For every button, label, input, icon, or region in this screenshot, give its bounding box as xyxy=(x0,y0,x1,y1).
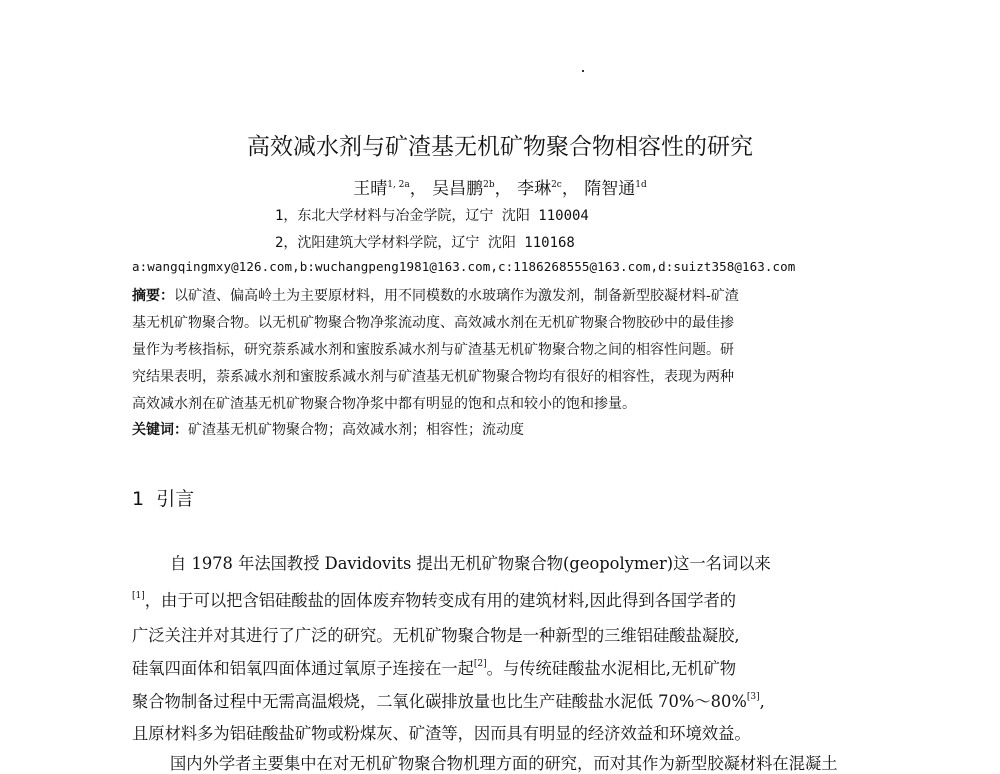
body-line: 广泛关注并对其进行了广泛的研究。无机矿物聚合物是一种新型的三维铝硅酸盐凝胶, xyxy=(132,626,740,645)
body-line xyxy=(132,688,765,712)
author-emails: a:wangqingmxy@126.com,b:wuchangpeng1981@163.com,c:1186268555@163.com,d:suizt358@163.com xyxy=(132,259,796,274)
abstract-line: 高效减水剂在矿渣基无机矿物聚合物净浆中都有明显的饱和点和较小的饱和掺量。 xyxy=(132,396,636,412)
body-text: 聚合物制备过程中无需高温煅烧，二氧化碳排放量也比生产硅酸盐水泥低 70%～80% xyxy=(132,692,747,711)
citation-ref: [1] xyxy=(132,591,145,601)
section-number: 1 xyxy=(132,488,145,510)
paper-title: 高效减水剂与矿渣基无机矿物聚合物相容性的研究 xyxy=(247,134,753,160)
author-affil-sup: 2c xyxy=(551,180,562,190)
abstract-text: 以矿渣、偏高岭土为主要原材料，用不同模数的水玻璃作为激发剂，制备新型胶凝材料-矿渣 xyxy=(174,288,739,304)
body-line: 国内外学者主要集中在对无机矿物聚合物机理方面的研究，而对其作为新型胶凝材料在混凝土 xyxy=(170,754,838,773)
citation-ref: [2] xyxy=(473,659,487,669)
body-text: ，由于可以把含铝硅酸盐的固体废弃物转变成有用的建筑材料,因此得到各国学者的 xyxy=(144,591,737,610)
body-line: 自 1978 年法国教授 Davidovits 提出无机矿物聚合物(geopolymer)这一名词以来 xyxy=(170,554,771,573)
body-text: , xyxy=(759,692,765,711)
author-name: 李琳 xyxy=(517,179,552,199)
section-title: 引言 xyxy=(156,488,195,510)
author-affil-sup: 2b xyxy=(483,180,495,190)
affiliation-2: 2，沈阳建筑大学材料学院，辽宁 沈阳 110168 xyxy=(275,235,575,251)
body-line: 且原材料多为铝硅酸盐矿物或粉煤灰、矿渣等，因而具有明显的经济效益和环境效益。 xyxy=(132,724,751,743)
author-list: 王晴$^{1, 2a}$， 吴昌鹏$^{2b}$， 李琳$^{2c}$， 隋智通$^{1d}$ xyxy=(353,179,647,199)
citation-ref: [3] xyxy=(746,692,760,702)
section-heading xyxy=(132,484,194,511)
affiliation-1: 1，东北大学材料与冶金学院，辽宁 沈阳 110004 xyxy=(275,208,589,224)
abstract-line: 基无机矿物聚合物。以无机矿物聚合物净浆流动度、高效减水剂在无机矿物聚合物胶砂中的最佳掺 xyxy=(132,315,734,331)
abstract-line: 究结果表明，萘系减水剂和蜜胺系减水剂与矿渣基无机矿物聚合物均有很好的相容性，表现为两种 xyxy=(132,369,734,385)
author-affil-sup: 1, 2a xyxy=(387,180,410,190)
abstract-line xyxy=(132,285,739,305)
body-line xyxy=(132,587,736,611)
author-name: 隋智通 xyxy=(584,179,636,199)
keywords-line xyxy=(132,419,524,439)
author-name: 吴昌鹏 xyxy=(432,179,484,199)
scan-speck xyxy=(582,70,584,72)
body-line xyxy=(132,655,736,679)
keywords-text: 矿渣基无机矿物聚合物；高效减水剂；相容性；流动度 xyxy=(188,422,524,438)
author-affil-sup: 1d xyxy=(635,180,647,190)
abstract-line: 量作为考核指标，研究萘系减水剂和蜜胺系减水剂与矿渣基无机矿物聚合物之间的相容性问题。研 xyxy=(132,342,734,358)
body-text: 硅氧四面体和铝氧四面体通过氧原子连接在一起 xyxy=(132,659,474,678)
body-text: 。与传统硅酸盐水泥相比,无机矿物 xyxy=(486,659,737,678)
abstract-label: 摘要： xyxy=(132,288,174,304)
keywords-label: 关键词： xyxy=(132,422,188,438)
author-name: 王晴 xyxy=(353,179,388,199)
